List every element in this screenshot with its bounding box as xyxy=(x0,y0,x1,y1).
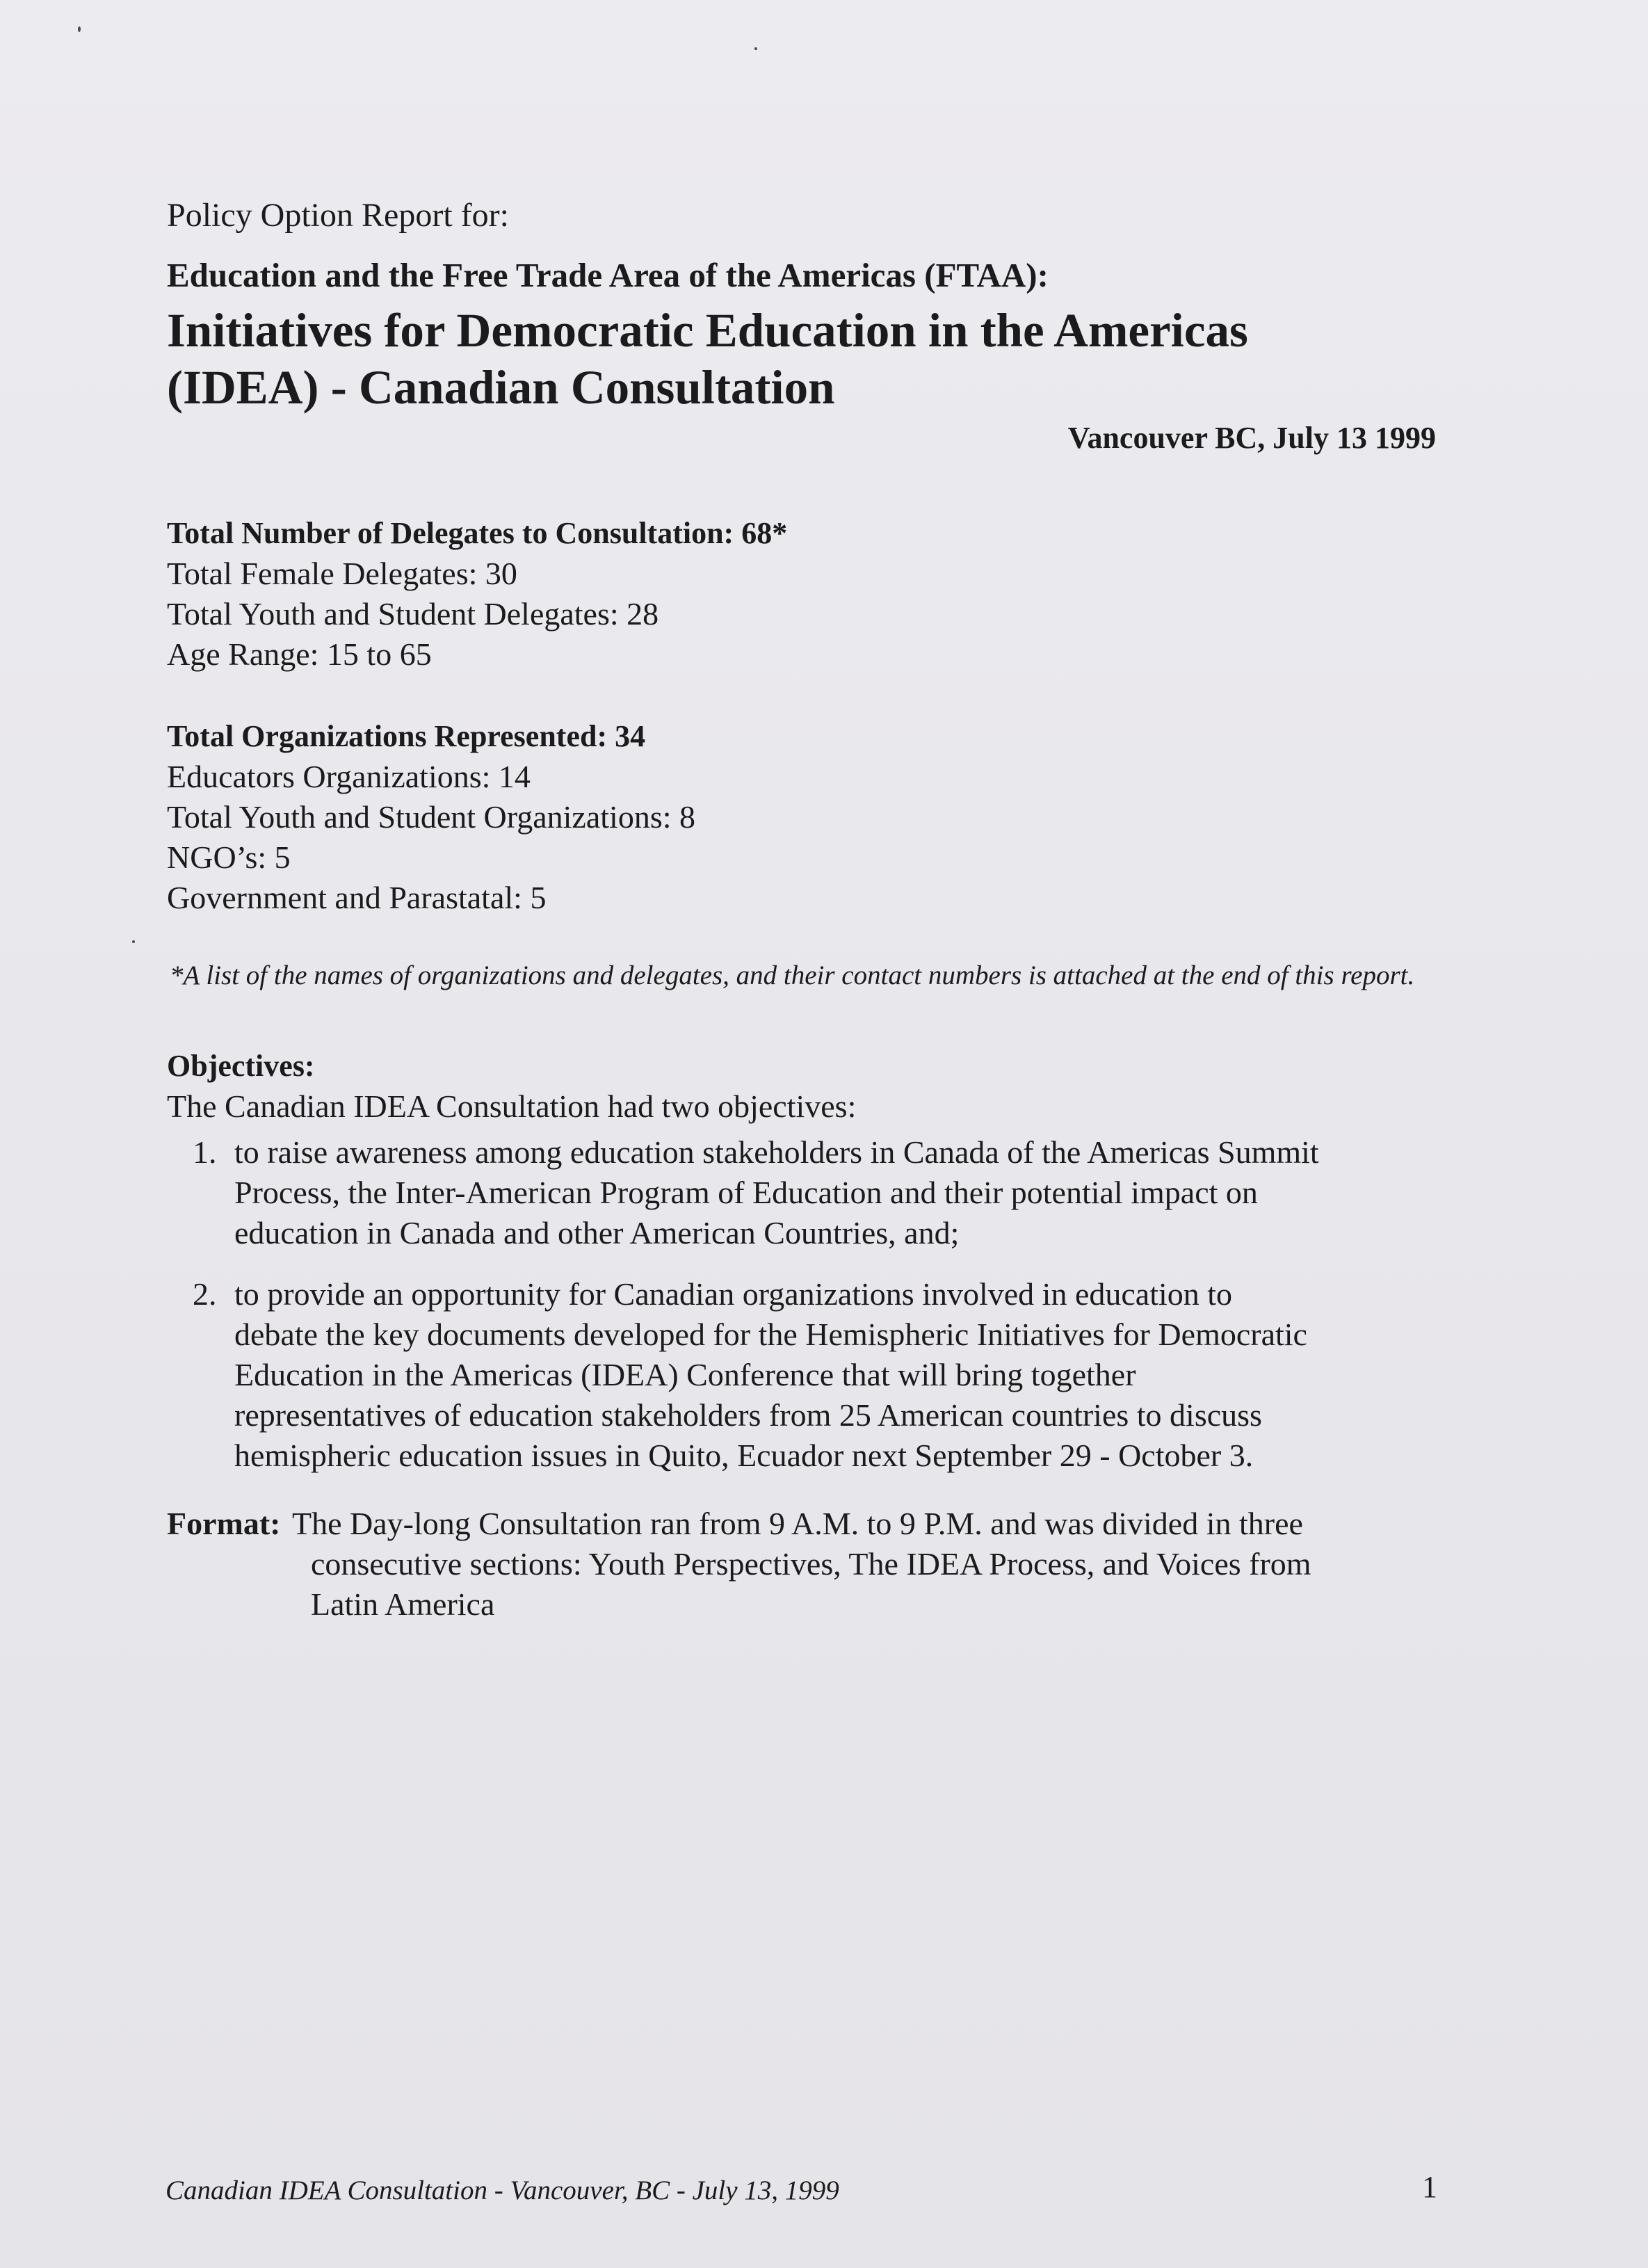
objective-line: representatives of education stakeholders from 25 American countries to discuss xyxy=(234,1397,1262,1433)
delegates-item: Age Range: 15 to 65 xyxy=(167,636,432,672)
scan-speck xyxy=(132,940,135,943)
scan-speck xyxy=(78,26,81,32)
objective-item xyxy=(167,1132,1439,1253)
organizations-item: NGO’s: 5 xyxy=(167,839,291,875)
objective-number: 2. xyxy=(193,1276,217,1312)
objective-line: to raise awareness among education stakeholders in Canada of the Americas Summit xyxy=(234,1134,1319,1170)
location-date: Vancouver BC, July 13 1999 xyxy=(1067,421,1436,455)
organizations-section xyxy=(167,716,1439,918)
delegates-item: Total Youth and Student Delegates: 28 xyxy=(167,596,659,632)
format-section xyxy=(167,1504,1439,1625)
format-line: Latin America xyxy=(311,1586,495,1622)
delegates-item: Total Female Delegates: 30 xyxy=(167,556,517,591)
objectives-section xyxy=(167,1046,1439,1476)
organizations-item: Total Youth and Student Organizations: 8 xyxy=(167,799,696,835)
report-title-line: (IDEA) - Canadian Consultation xyxy=(167,361,835,414)
objective-text xyxy=(234,1132,1439,1253)
objective-line: debate the key documents developed for the Hemispheric Initiatives for Democratic xyxy=(234,1317,1307,1352)
page-footer: Canadian IDEA Consultation - Vancouver, BC - July 13, 1999 xyxy=(165,2175,839,2205)
format-label: Format: xyxy=(167,1506,281,1541)
document-body xyxy=(167,195,1439,1625)
organizations-item: Educators Organizations: 14 xyxy=(167,759,531,794)
objectives-intro: The Canadian IDEA Consultation had two objectives: xyxy=(167,1088,857,1124)
attachment-note: *A list of the names of organizations and delegates, and their contact numbers is attached at the end of this report. xyxy=(170,960,1415,990)
format-body xyxy=(167,1504,1439,1625)
report-title-line: Initiatives for Democratic Education in the Americas xyxy=(167,304,1248,357)
delegates-section xyxy=(167,513,1439,675)
objectives-list xyxy=(167,1132,1439,1476)
objective-line: to provide an opportunity for Canadian organizations involved in education to xyxy=(234,1276,1233,1312)
objectives-heading: Objectives: xyxy=(167,1049,315,1083)
scan-speck xyxy=(754,47,757,50)
organizations-heading: Total Organizations Represented: 34 xyxy=(167,719,646,753)
objective-item xyxy=(167,1274,1439,1476)
objective-line: hemispheric education issues in Quito, Ecuador next September 29 - October 3. xyxy=(234,1438,1254,1473)
organizations-item: Government and Parastatal: 5 xyxy=(167,880,547,915)
report-subtitle: Education and the Free Trade Area of the Americas (FTAA): xyxy=(167,256,1049,294)
page-number: 1 xyxy=(1422,2170,1437,2204)
objective-line: Process, the Inter-American Program of Education and their potential impact on xyxy=(234,1175,1258,1210)
report-title xyxy=(167,302,1439,416)
objective-number: 1. xyxy=(193,1134,217,1170)
objective-text xyxy=(234,1274,1439,1476)
format-line: consecutive sections: Youth Perspectives, The IDEA Process, and Voices from xyxy=(311,1546,1311,1582)
objective-line: education in Canada and other American Countries, and; xyxy=(234,1215,960,1250)
report-for-label: Policy Option Report for: xyxy=(167,197,509,234)
objective-line: Education in the Americas (IDEA) Conference that will bring together xyxy=(234,1357,1136,1392)
format-line: The Day-long Consultation ran from 9 A.M. to 9 P.M. and was divided in three xyxy=(292,1506,1303,1541)
delegates-heading: Total Number of Delegates to Consultation: 68* xyxy=(167,516,788,550)
